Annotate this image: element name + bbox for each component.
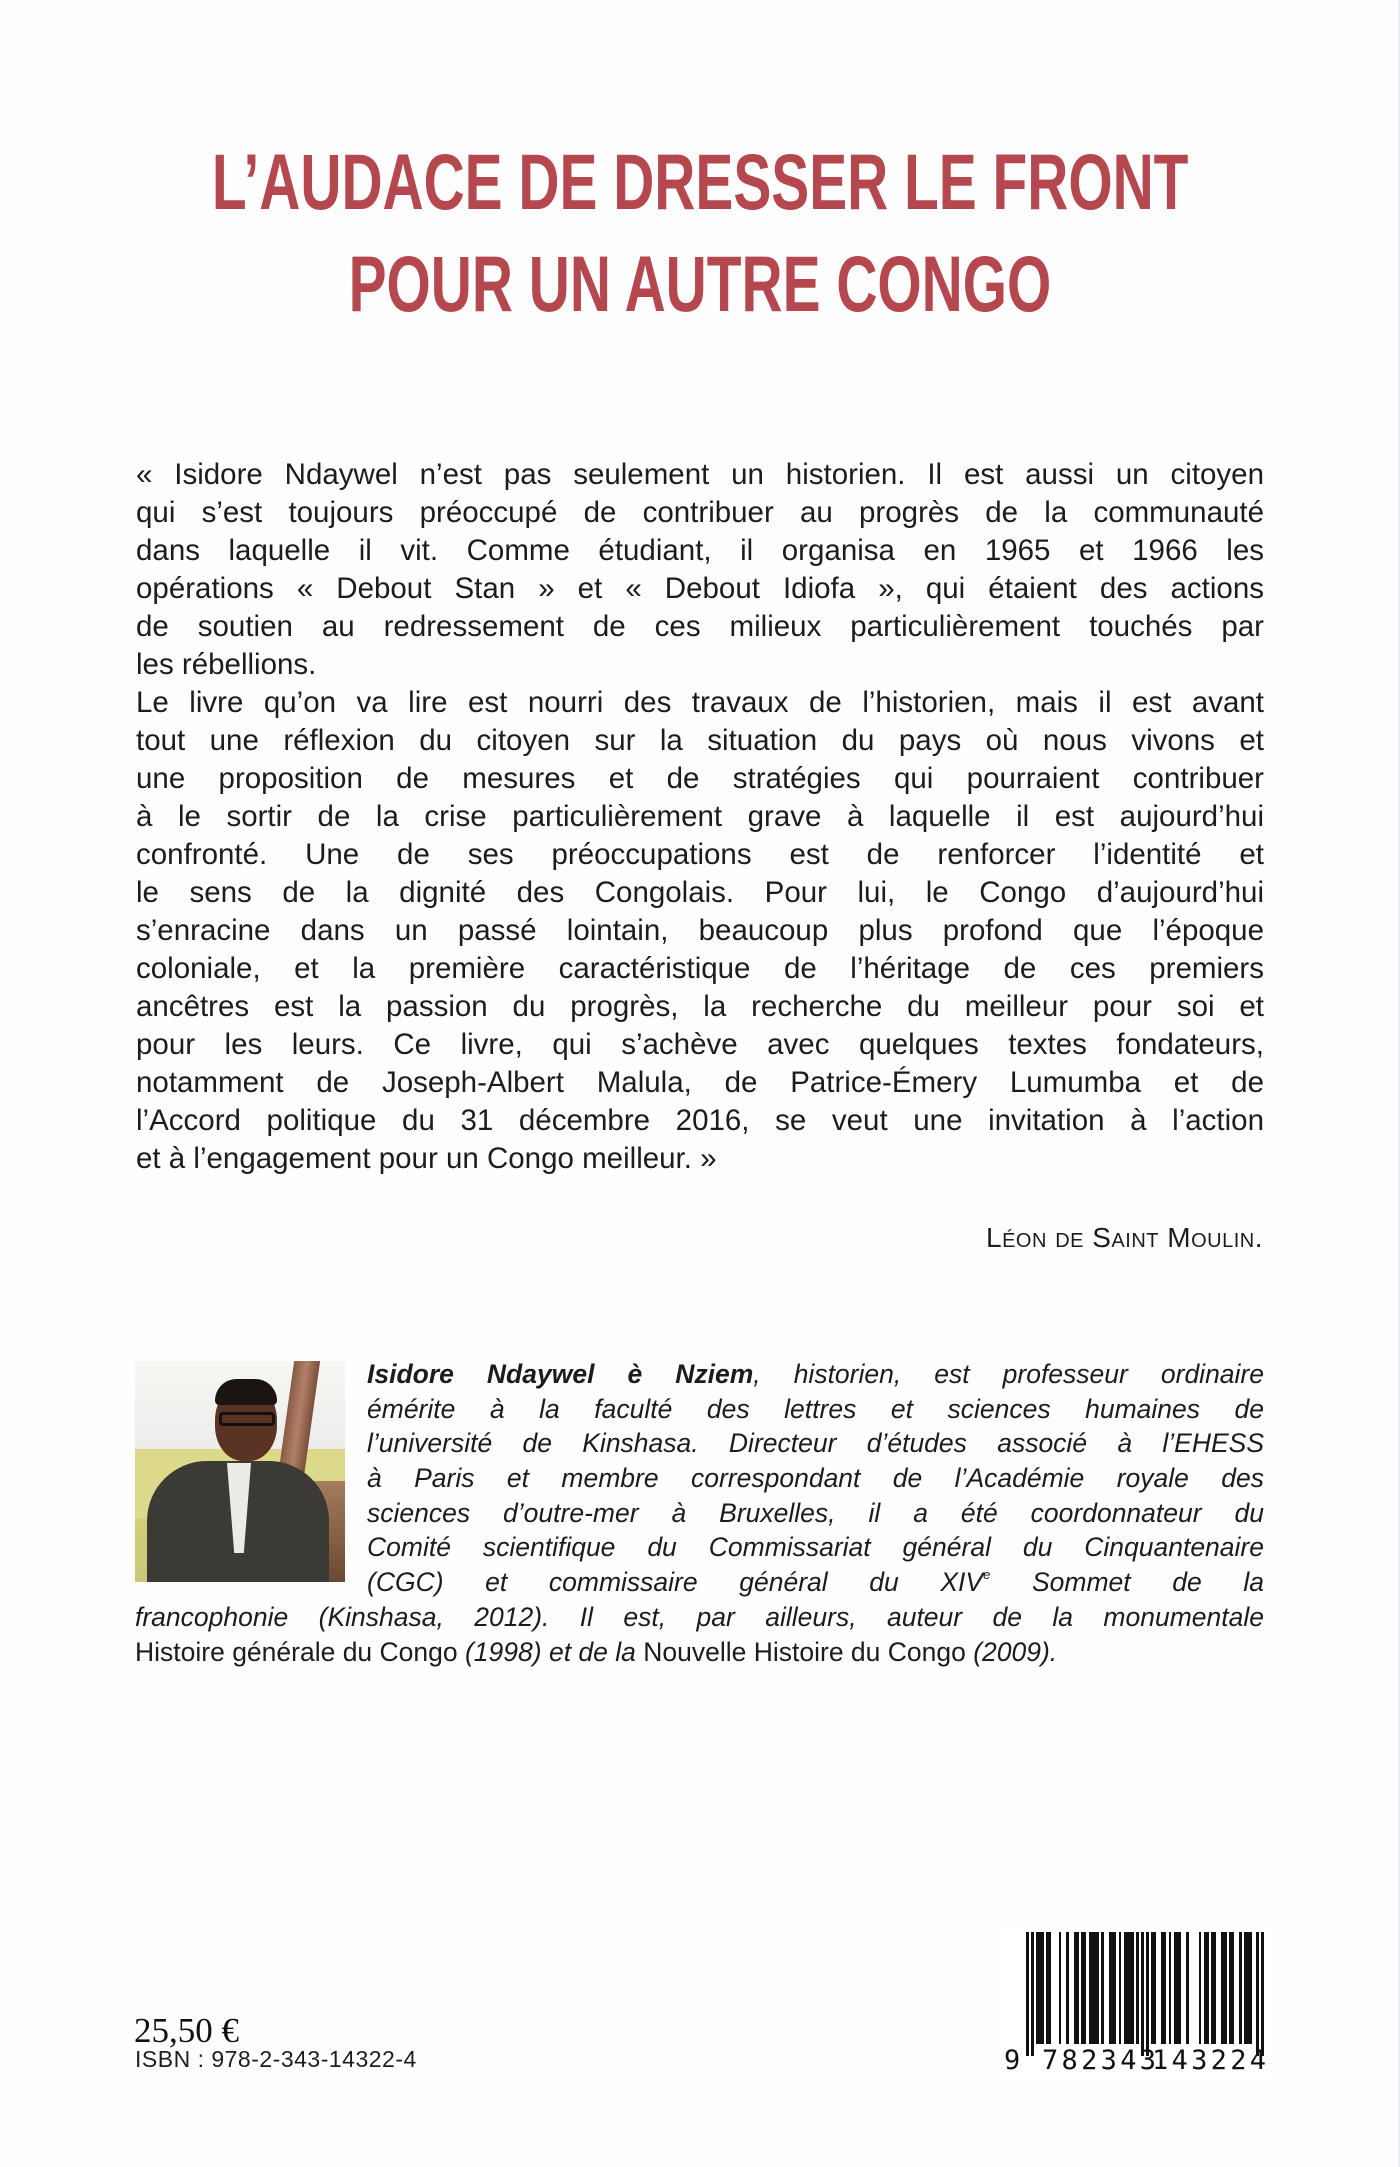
blurb-line: de soutien au redressement de ces milieux particulièrement touchés par — [136, 610, 1264, 643]
barcode-digits-left: 782343 — [1042, 2045, 1160, 2076]
barcode-bar — [1049, 1932, 1052, 2044]
barcode-bar — [1041, 1932, 1044, 2044]
barcode-bar — [1231, 1932, 1234, 2044]
author-name: Isidore Ndaywel è Nziem — [367, 1359, 754, 1389]
barcode-bar — [1214, 1932, 1217, 2044]
book-reference: Nouvelle Histoire du Congo — [643, 1636, 966, 1667]
barcode-bar — [1146, 1932, 1149, 2056]
bio-text: (1998) et de la — [457, 1636, 644, 1667]
price: 25,50 € — [134, 2011, 239, 2050]
blurb-line: tout une réflexion du citoyen sur la situation du pays où nous vivons et — [136, 724, 1264, 757]
book-reference: Histoire générale du Congo — [135, 1636, 458, 1667]
barcode-bar — [1059, 1932, 1062, 2044]
barcode-bars — [1026, 1932, 1264, 2056]
barcode-bar — [1114, 1932, 1117, 2044]
blurb-line: « Isidore Ndaywel n’est pas seulement un historien. Il est aussi un citoyen — [136, 458, 1264, 491]
barcode-bar — [1084, 1932, 1087, 2044]
blurb-line: opérations « Debout Stan » et « Debout Idiofa », qui étaient des actions — [136, 572, 1264, 605]
bio-text: (2009). — [965, 1636, 1058, 1667]
bio-line: francophonie (Kinshasa, 2012). Il est, par ailleurs, auteur de la monumentale — [135, 1601, 1264, 1632]
barcode-bar — [1224, 1932, 1227, 2044]
quote-signature: Léon de Saint Moulin. — [986, 1222, 1263, 1253]
barcode-bar — [1141, 1932, 1144, 2056]
barcode-bar — [1066, 1932, 1069, 2044]
barcode-bar — [1119, 1932, 1122, 2044]
book-title-text: L’AUDACE DE DRESSER LE FRONT — [211, 137, 1189, 226]
barcode-bar — [1199, 1932, 1202, 2044]
isbn: ISBN : 978-2-343-14322-4 — [135, 2046, 417, 2072]
barcode-bar — [1026, 1932, 1029, 2056]
isbn-barcode — [1000, 1928, 1270, 2078]
blurb-line: Le livre qu’on va lire est nourri des travaux de l’historien, mais il est avant — [136, 686, 1264, 719]
superscript: e — [983, 1567, 991, 1583]
blurb-line: confronté. Une de ses préoccupations est de renforcer l’identité et — [136, 838, 1264, 871]
barcode-bar — [1131, 1932, 1134, 2044]
bio-line — [367, 1357, 1264, 1392]
bio-line: l’université de Kinshasa. Directeur d’études associé à l’EHESS — [367, 1428, 1264, 1459]
barcode-bar — [1136, 1932, 1139, 2044]
barcode-bar — [1239, 1932, 1242, 2044]
barcode-bar — [1179, 1932, 1182, 2044]
blurb-line: dans laquelle il vit. Comme étudiant, il organisa en 1965 et 1966 les — [136, 534, 1264, 567]
blurb-line: une proposition de mesures et de stratégies qui pourraient contribuer — [136, 762, 1264, 795]
blurb-line: les rébellions. — [136, 648, 317, 681]
barcode-digits-right: 143224 — [1152, 2045, 1270, 2076]
blurb-line: pour les leurs. Ce livre, qui s’achève avec quelques textes fondateurs, — [136, 1028, 1264, 1061]
barcode-bar — [1249, 1932, 1252, 2044]
blurb-line: s’enracine dans un passé lointain, beaucoup plus profond que l’époque — [136, 914, 1264, 947]
barcode-digit-first: 9 — [1004, 2045, 1021, 2076]
bio-line — [367, 1565, 1264, 1600]
barcode-bar — [1096, 1932, 1099, 2044]
barcode-bar — [1256, 1932, 1259, 2056]
author-bio — [135, 1357, 1264, 1669]
bio-line: émérite à la faculté des lettres et sciences humaines de — [367, 1393, 1264, 1424]
book-title-line-1 — [0, 137, 1400, 226]
book-title-text: POUR UN AUTRE CONGO — [348, 239, 1052, 328]
barcode-bar — [1154, 1932, 1157, 2044]
back-cover-blurb — [136, 456, 1264, 1178]
barcode-bar — [1031, 1932, 1034, 2056]
blurb-line: qui s’est toujours préoccupé de contribuer au progrès de la communauté — [136, 496, 1264, 529]
blurb-line: le sens de la dignité des Congolais. Pour lui, le Congo d’aujourd’hui — [136, 876, 1264, 909]
bio-line — [135, 1635, 1264, 1670]
blurb-line: et à l’engagement pour un Congo meilleur. » — [136, 1142, 717, 1175]
barcode-bar — [1169, 1932, 1172, 2044]
blurb-line: notamment de Joseph-Albert Malula, de Patrice-Émery Lumumba et de — [136, 1066, 1264, 1099]
barcode-bar — [1186, 1932, 1189, 2044]
bio-text: , historien, est professeur ordinaire — [753, 1359, 1264, 1389]
blurb-line: ancêtres est la passion du progrès, la recherche du meilleur pour soi et — [136, 990, 1264, 1023]
blurb-line: à le sortir de la crise particulièrement grave à laquelle il est aujourd’hui — [136, 800, 1264, 833]
barcode-bar — [1076, 1932, 1079, 2044]
barcode-bar — [1261, 1932, 1264, 2056]
bio-line: à Paris et membre correspondant de l’Académie royale des — [367, 1463, 1264, 1494]
barcode-bar — [1206, 1932, 1209, 2044]
barcode-bar — [1101, 1932, 1104, 2044]
blurb-line: coloniale, et la première caractéristique de l’héritage de ces premiers — [136, 952, 1264, 985]
blurb-line: l’Accord politique du 31 décembre 2016, se veut une invitation à l’action — [136, 1104, 1264, 1137]
bio-line: sciences d’outre-mer à Bruxelles, il a été coordonnateur du — [367, 1497, 1264, 1528]
bio-text: (CGC) et commissaire général du XIV — [367, 1567, 984, 1598]
bio-line: Comité scientifique du Commissariat général du Cinquantenaire — [367, 1532, 1264, 1563]
barcode-bar — [1164, 1932, 1167, 2044]
book-title-line-2 — [0, 239, 1400, 328]
bio-text: Sommet de la — [990, 1567, 1264, 1598]
